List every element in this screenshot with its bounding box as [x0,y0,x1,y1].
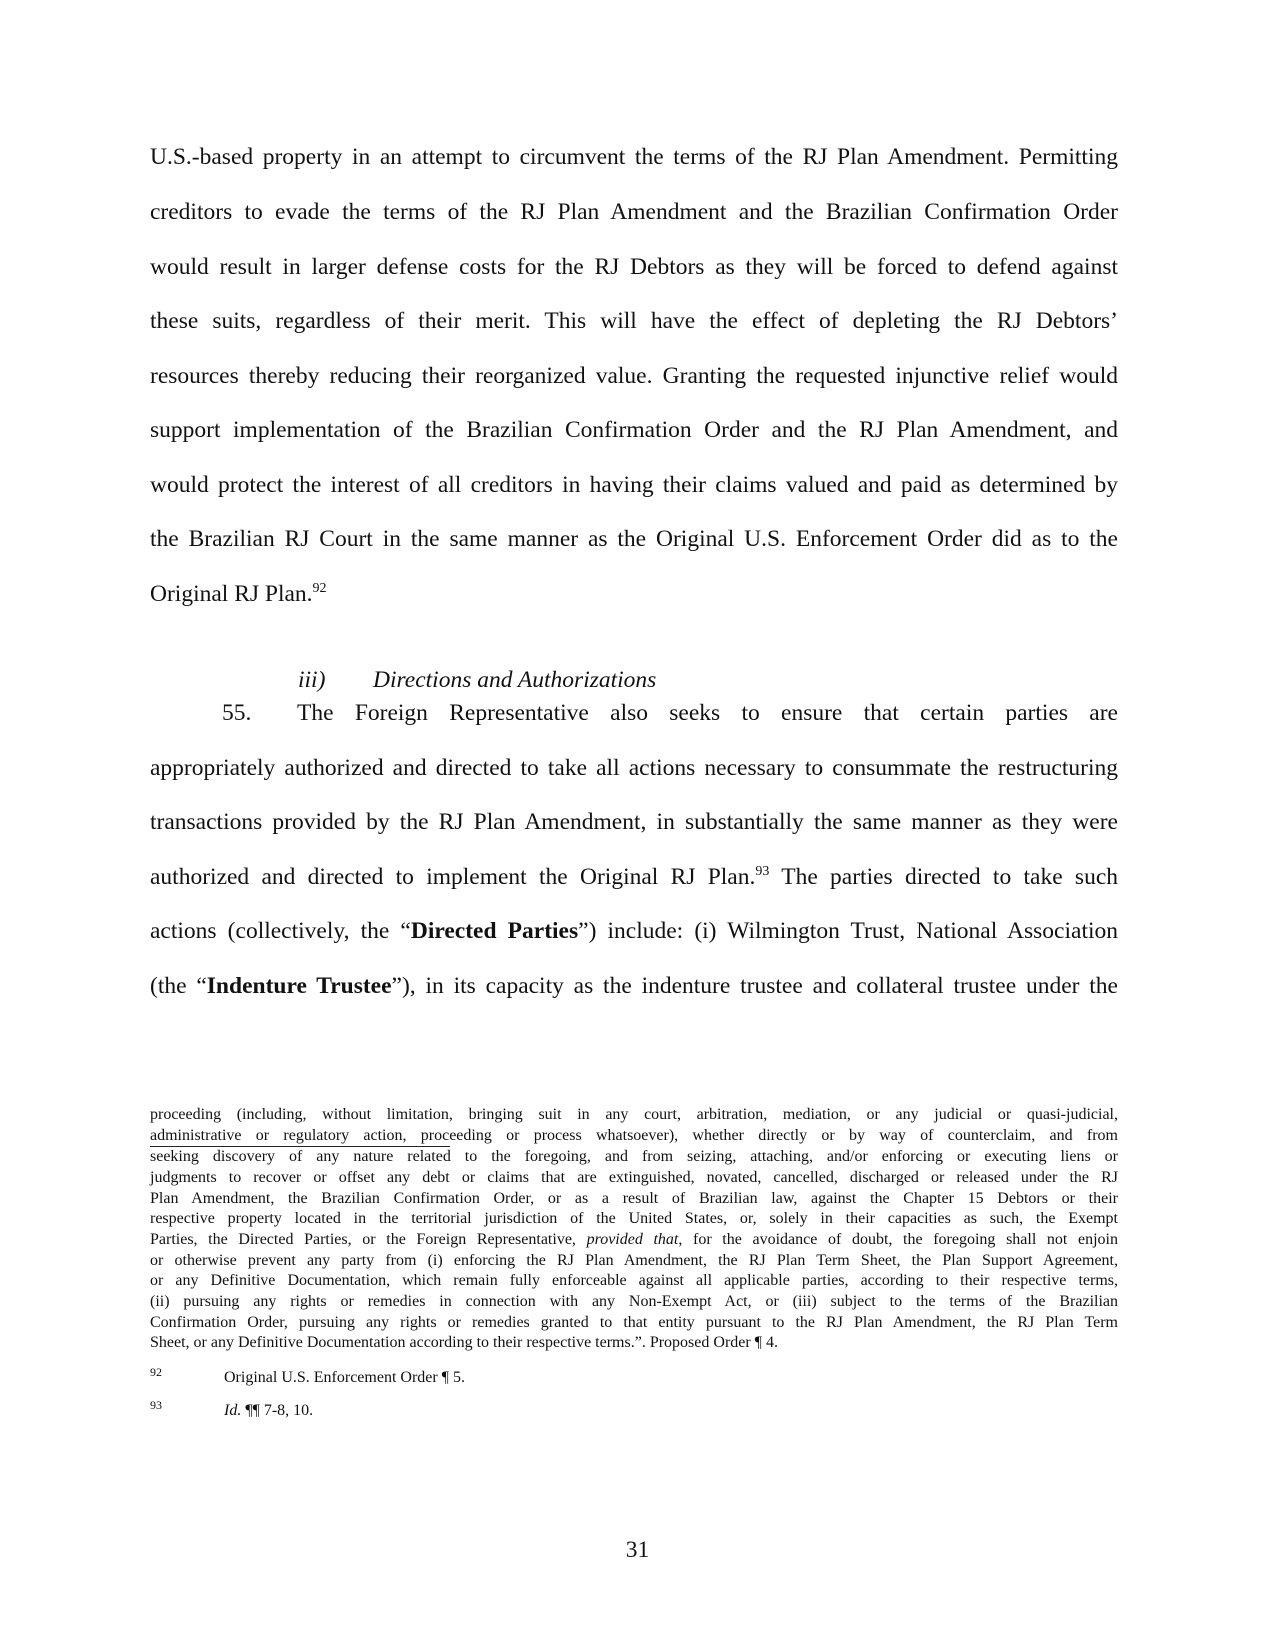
footnote-line: (ii) pursuing any rights or remedies in connection with any Non-Exempt Act, or (iii) subject to the terms of the Brazilian [150,1293,1118,1310]
footnote-line: Confirmation Order, pursuing any rights or remedies granted to that entity pursuant to the RJ Plan Amendment, the RJ Plan Term [150,1314,1118,1331]
body-line: creditors to evade the terms of the RJ Plan Amendment and the Brazilian Confirmation Order [150,199,1118,225]
paragraph-text: ”), in its capacity as the indenture trustee and collateral trustee under the [391,973,1118,999]
body-line: appropriately authorized and directed to take all actions necessary to consummate the restructuring [150,755,1118,781]
footnote-line: administrative or regulatory action, proceeding or process whatsoever), whether directly or by way of counterclaim, and from [150,1127,1118,1144]
footnote-ref-93[interactable]: 93 [755,864,770,880]
footnote-text: ¶¶ 7-8, 10. [241,1402,314,1419]
footnote-line: judgments to recover or offset any debt or claims that are extinguished, novated, cancelled, discharged or released under the RJ [150,1169,1118,1186]
paragraph-text: The Foreign Representative also seeks to ensure that certain parties are [297,700,1118,726]
footnote-92: 92 Original U.S. Enforcement Order ¶ 5. [150,1364,465,1386]
section-heading-number: iii) [298,667,326,693]
footnote-text: Original U.S. Enforcement Order ¶ 5. [224,1369,465,1386]
page-number: 31 [625,1537,650,1563]
paragraph-text: ”) include: (i) Wilmington Trust, National Association [578,918,1118,944]
body-line [150,862,1118,892]
footnote-line: seeking discovery of any nature related to the foregoing, and from seizing, attaching, and/or enforcing or executing liens or [150,1148,1118,1165]
body-line [222,698,1118,728]
body-line [150,971,1118,1001]
defined-term-directed-parties: Directed Parties [410,918,579,944]
defined-term-indenture-trustee: Indenture Trustee [206,973,392,999]
body-line: would result in larger defense costs for the RJ Debtors as they will be forced to defend against [150,254,1118,280]
footnote-line: Plan Amendment, the Brazilian Confirmation Order, or as a result of Brazilian law, against the Chapter 15 Debtors or their [150,1190,1118,1207]
footnote-line: respective property located in the territorial jurisdiction of the United States, or, solely in their capacities as such, the Exempt [150,1210,1118,1227]
body-line: would protect the interest of all creditors in having their claims valued and paid as determined by [150,472,1118,498]
body-line: resources thereby reducing their reorganized value. Granting the requested injunctive relief would [150,363,1118,389]
body-line: these suits, regardless of their merit. This will have the effect of depleting the RJ Debtors’ [150,308,1118,334]
footnote-line: proceeding (including, without limitation, bringing suit in any court, arbitration, mediation, or any judicial or quasi-judicial, [150,1106,1118,1123]
footnote-93: 93 Id. ¶¶ 7-8, 10. [150,1397,314,1419]
footnote-line: or any Definitive Documentation, which remain fully enforceable against all applicable parties, according to their respective terms, [150,1272,1118,1289]
section-heading [298,665,656,695]
footnote-text: Parties, the Directed Parties, or the Foreign Representative, [150,1231,587,1248]
footnote-text: , for the avoidance of doubt, the foregoing shall not enjoin [678,1231,1119,1248]
body-line: U.S.-based property in an attempt to circumvent the terms of the RJ Plan Amendment. Permitting [150,144,1118,170]
paragraph-text: The parties directed to take such [769,864,1118,890]
body-line: the Brazilian RJ Court in the same manner as the Original U.S. Enforcement Order did as to the [150,526,1118,552]
body-line: support implementation of the Brazilian Confirmation Order and the RJ Plan Amendment, and [150,417,1118,443]
body-line: transactions provided by the RJ Plan Amendment, in substantially the same manner as they were [150,809,1118,835]
body-last-line-text: Original RJ Plan. [150,581,313,607]
paragraph-text: actions (collectively, the “ [150,918,411,944]
body-line [150,916,1118,946]
paragraph-text: authorized and directed to implement the Original RJ Plan. [150,864,756,890]
footnote-italic-text: Id. [224,1402,242,1419]
paragraph-number: 55. [222,700,252,726]
footnote-line: or otherwise prevent any party from (i) enforcing the RJ Plan Amendment, the RJ Plan Term Sheet, the Plan Support Agreement, [150,1252,1118,1269]
footnote-line [150,1229,1118,1250]
footnote-italic-text: provided that [586,1231,679,1248]
body-line [150,579,1118,609]
paragraph-text: (the “ [150,973,207,999]
footnote-line: Sheet, or any Definitive Documentation according to their respective terms.”. Proposed Order ¶ 4. [150,1334,778,1351]
section-heading-title: Directions and Authorizations [373,667,657,693]
footnote-ref-92[interactable]: 92 [312,581,327,597]
